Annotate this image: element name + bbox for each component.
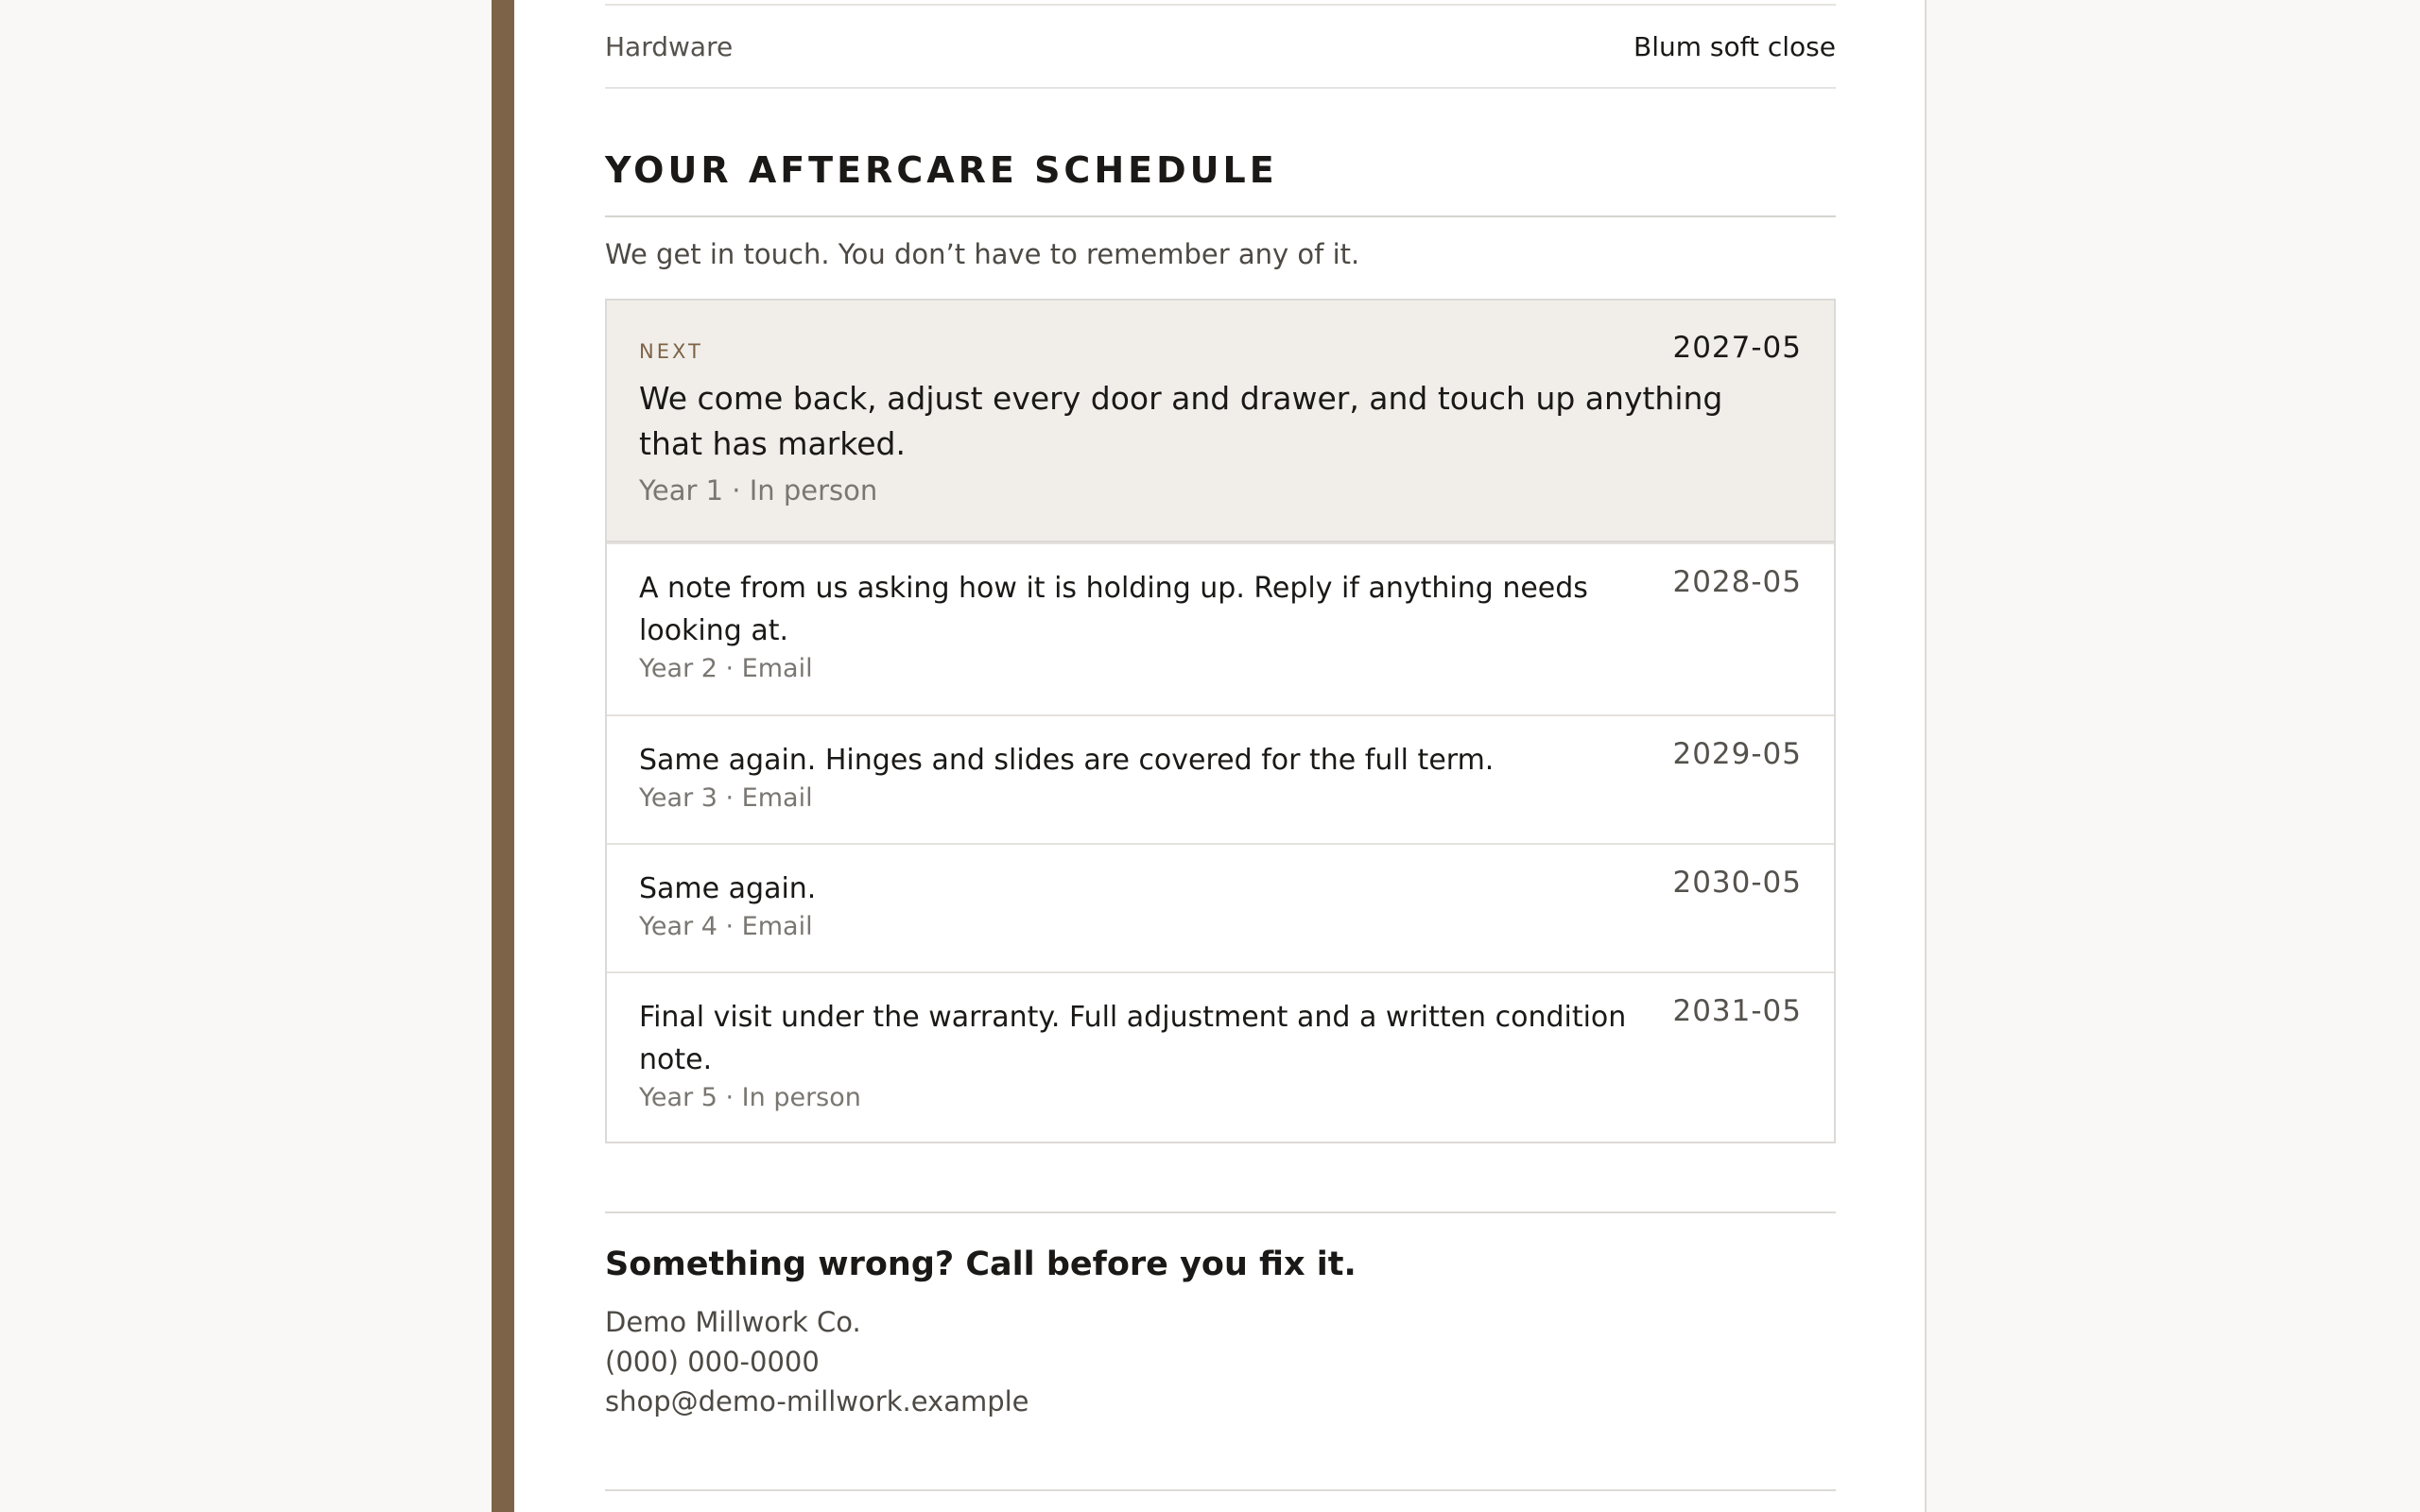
contact-email[interactable]: shop@demo-millwork.example bbox=[605, 1385, 1029, 1418]
schedule-meta: Year 1 · In person bbox=[639, 474, 878, 507]
contact-phone[interactable]: (000) 000-0000 bbox=[605, 1346, 820, 1378]
aftercare-schedule-list bbox=[605, 299, 1836, 1143]
aftercare-title: YOUR AFTERCARE SCHEDULE bbox=[605, 149, 1278, 191]
spec-label: Hardware bbox=[605, 30, 734, 62]
schedule-meta: Year 3 · Email bbox=[639, 783, 813, 813]
schedule-description: Final visit under the warranty. Full adjustment and a written condition note. bbox=[639, 1001, 1627, 1076]
schedule-item-next bbox=[607, 301, 1834, 542]
document-page bbox=[492, 0, 1927, 1512]
schedule-date: 2030-05 bbox=[1672, 866, 1802, 900]
schedule-description: Same again. Hinges and slides are covered for the full term. bbox=[639, 744, 1495, 777]
schedule-description: Same again. bbox=[639, 872, 817, 905]
schedule-date: 2027-05 bbox=[1672, 331, 1802, 365]
schedule-item bbox=[607, 843, 1834, 971]
schedule-date: 2031-05 bbox=[1672, 994, 1802, 1028]
schedule-meta: Year 5 · In person bbox=[639, 1083, 861, 1112]
title-divider bbox=[605, 215, 1836, 217]
schedule-date: 2029-05 bbox=[1672, 737, 1802, 771]
schedule-date: 2028-05 bbox=[1672, 565, 1802, 599]
schedule-meta: Year 4 · Email bbox=[639, 912, 813, 941]
accent-spine bbox=[492, 0, 514, 1512]
spec-row-hardware bbox=[605, 4, 1836, 89]
contact-divider bbox=[605, 1211, 1836, 1213]
contact-company: Demo Millwork Co. bbox=[605, 1306, 861, 1338]
schedule-item bbox=[607, 971, 1834, 1142]
contact-title: Something wrong? Call before you fix it. bbox=[605, 1246, 1357, 1283]
schedule-description: A note from us asking how it is holding up. Reply if anything needs looking at. bbox=[639, 572, 1588, 647]
contact-details bbox=[605, 1302, 1029, 1421]
schedule-meta: Year 2 · Email bbox=[639, 654, 813, 683]
bottom-divider bbox=[605, 1489, 1836, 1491]
next-tag: NEXT bbox=[639, 340, 703, 363]
schedule-item bbox=[607, 714, 1834, 843]
spec-value: Blum soft close bbox=[1634, 30, 1836, 62]
schedule-item bbox=[607, 542, 1834, 714]
aftercare-intro: We get in touch. You don’t have to remember any of it. bbox=[605, 238, 1360, 270]
schedule-description: We come back, adjust every door and drawer, and touch up anything that has marked. bbox=[639, 380, 1723, 462]
